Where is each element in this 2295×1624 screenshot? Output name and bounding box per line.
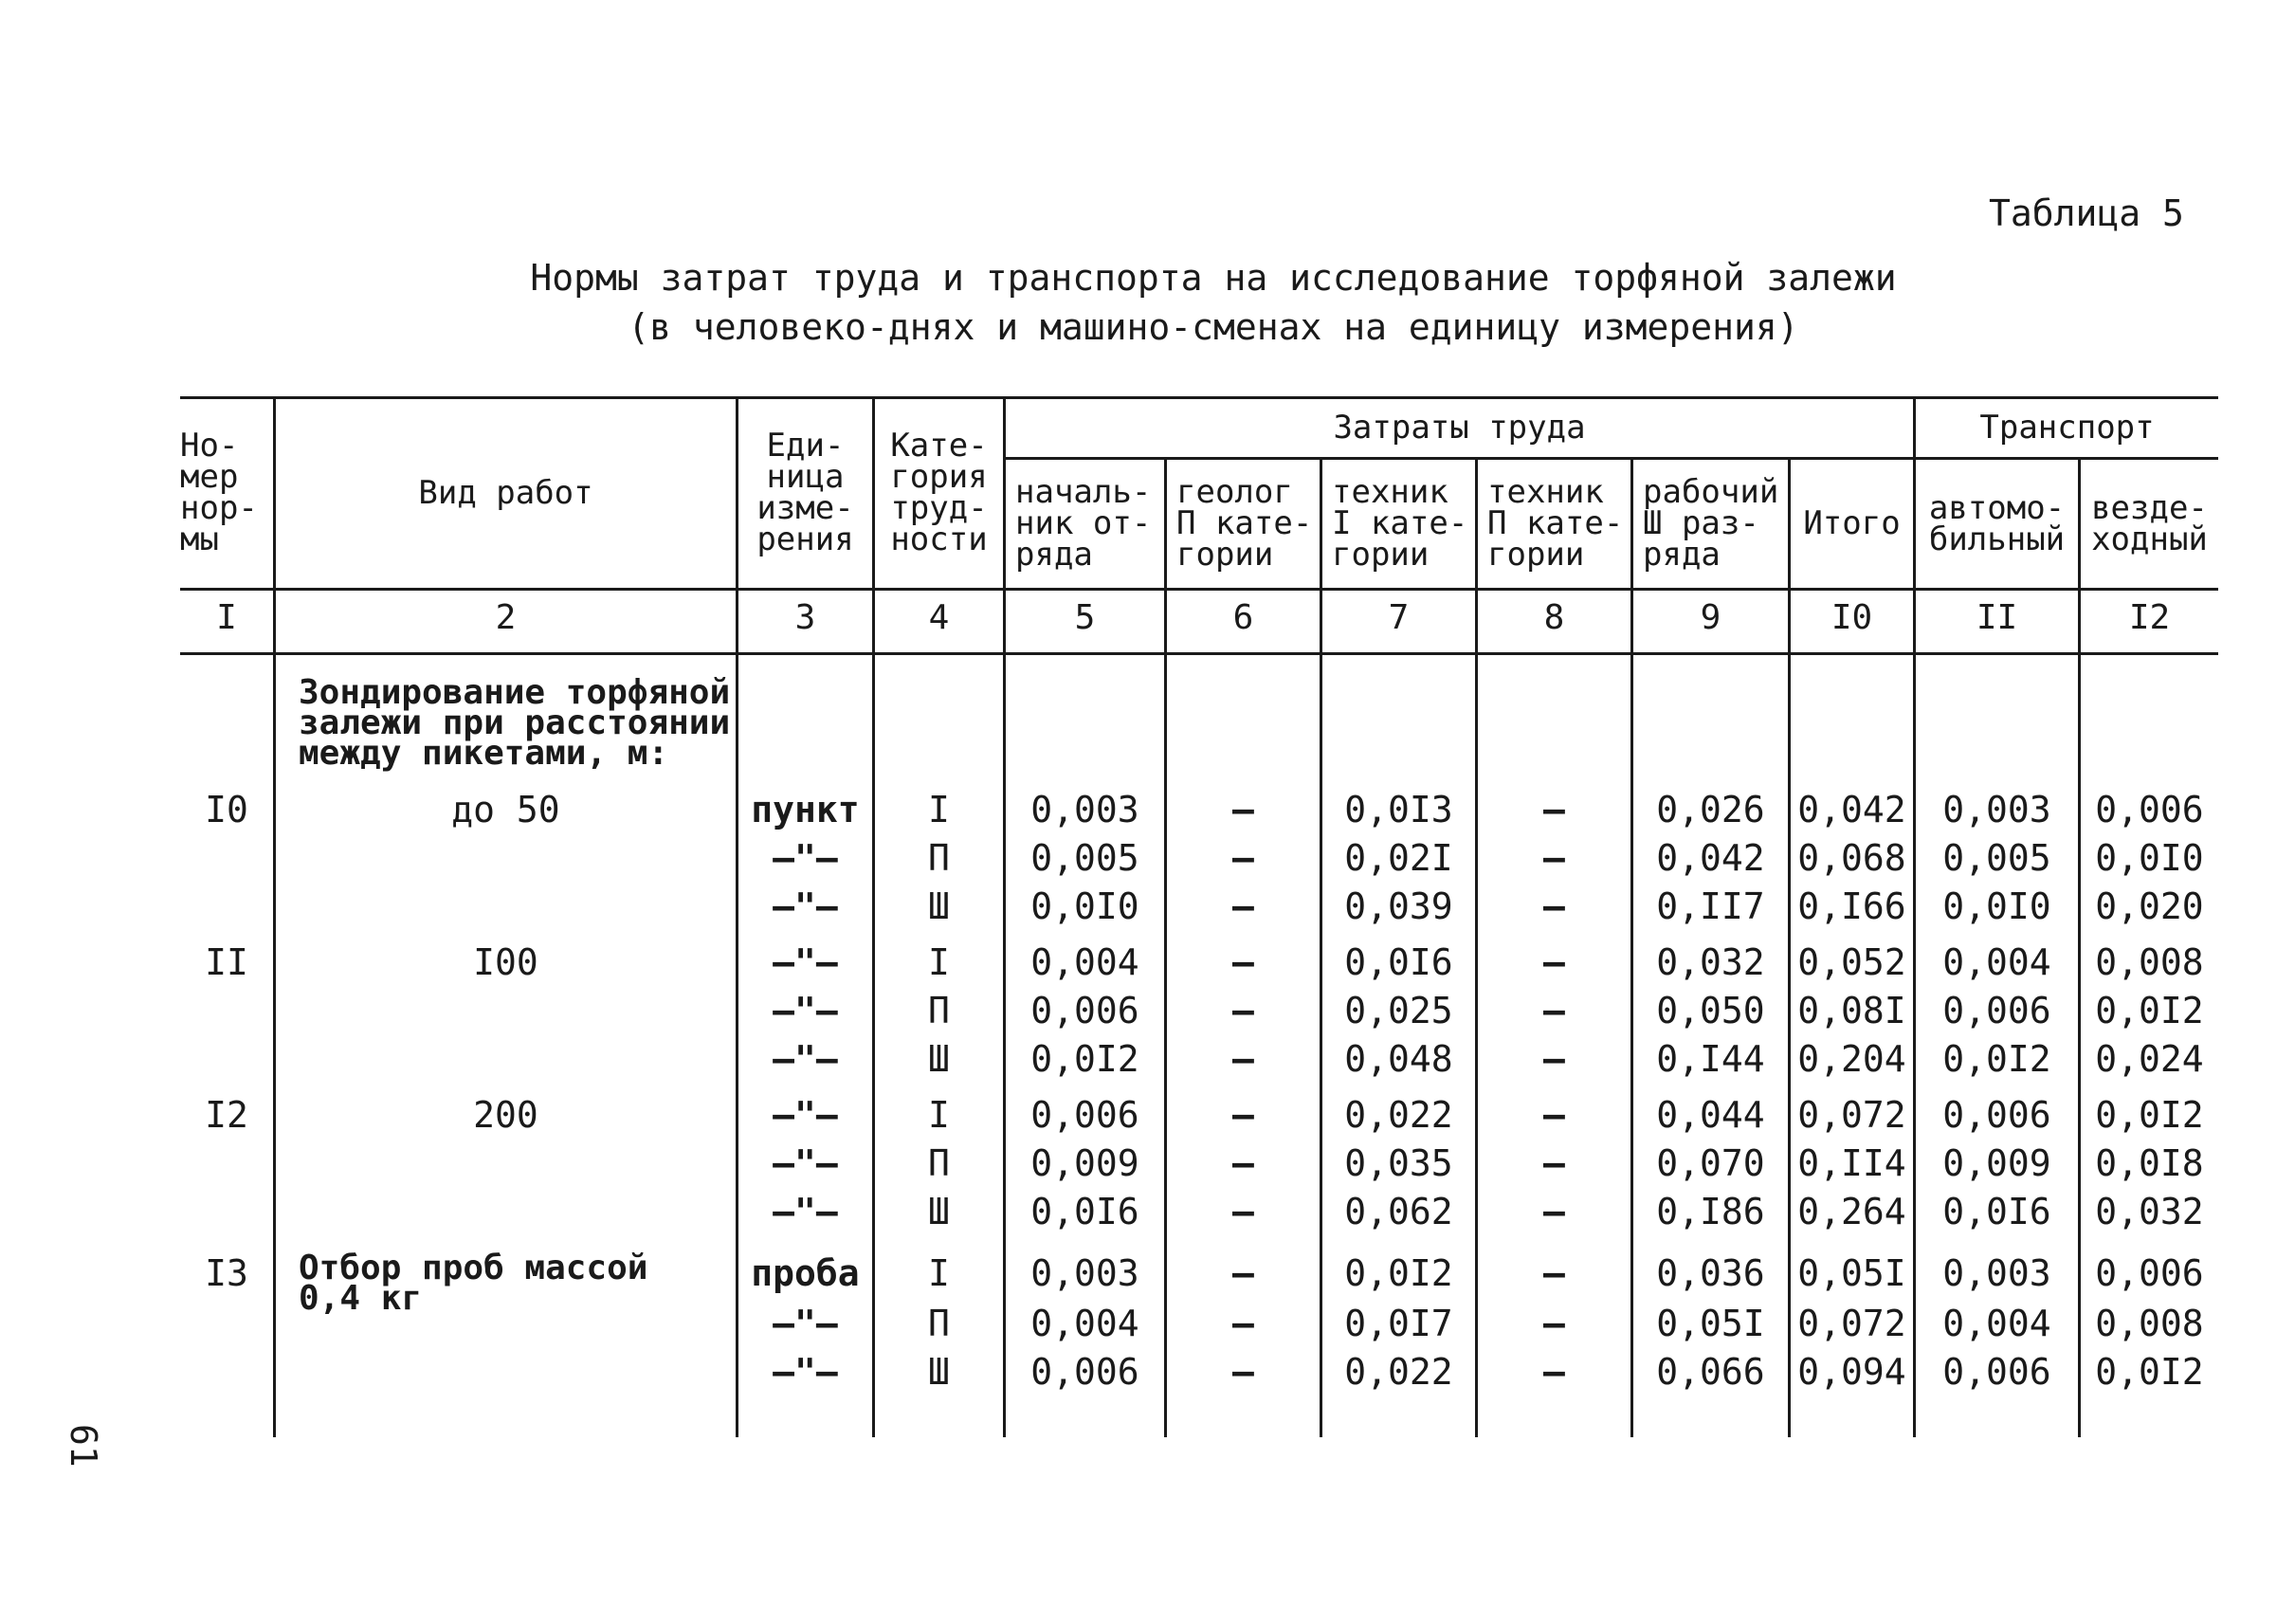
table-cell: I00 <box>473 941 538 983</box>
table-cell: 0,008 <box>2095 941 2204 983</box>
table-cell: 0,006 <box>1030 1094 1139 1136</box>
table-cell: 0,050 <box>1656 990 1765 1031</box>
column-number: I <box>216 598 237 637</box>
table-cell: I2 <box>205 1094 248 1136</box>
column-number: 6 <box>1232 598 1254 637</box>
table-cell: 0,I44 <box>1656 1038 1765 1080</box>
table-cell: 0,072 <box>1797 1094 1906 1136</box>
header-technician-1: техник I кате- гории <box>1332 473 1468 574</box>
table-cell: 0,006 <box>1942 1351 2051 1393</box>
column-number: 2 <box>495 598 517 637</box>
table-cell: 0,022 <box>1344 1351 1453 1393</box>
table-cell: 0,003 <box>1942 1252 2051 1294</box>
column-number: II <box>1976 598 2018 637</box>
table-cell: – <box>1543 1351 1565 1393</box>
header-norm-number: Но- мер нор- мы <box>180 427 258 558</box>
table-cell: 0,0I7 <box>1344 1303 1453 1344</box>
header-geologist: геолог П кате- гории <box>1176 473 1313 574</box>
table-cell: – <box>1232 789 1254 830</box>
header-labor-costs: Затраты труда <box>1333 408 1586 447</box>
table-cell: 0,070 <box>1656 1142 1765 1184</box>
table-cell: 0,042 <box>1656 837 1765 879</box>
table-cell: 0,008 <box>2095 1303 2204 1344</box>
section-sounding-description: Зондирование торфяной залежи при расстоянии между пикетами, м: <box>299 673 731 773</box>
table-cell: I <box>928 1094 950 1136</box>
table-cell: 0,039 <box>1344 885 1453 927</box>
table-cell: 0,004 <box>1030 941 1139 983</box>
table-cell: 0,035 <box>1344 1142 1453 1184</box>
table-cell: – <box>1232 990 1254 1031</box>
header-automobile: автомо- бильный <box>1928 488 2066 558</box>
table-cell: 0,05I <box>1797 1252 1906 1294</box>
table-cell: 0,0I8 <box>2095 1142 2204 1184</box>
table-cell: 0,006 <box>1030 1351 1139 1393</box>
table-cell: 0,009 <box>1942 1142 2051 1184</box>
header-head-of-unit: началь- ник от- ряда <box>1015 473 1152 574</box>
table-cell: – <box>1232 1142 1254 1184</box>
table-cell: 0,0I2 <box>2095 1094 2204 1136</box>
table-cell: 0,032 <box>1656 941 1765 983</box>
table-cell: П <box>928 837 950 879</box>
table-cell: 0,II4 <box>1797 1142 1906 1184</box>
table-cell: – <box>1543 837 1565 879</box>
table-cell: 0,003 <box>1942 789 2051 830</box>
table-cell: 0,003 <box>1030 789 1139 830</box>
table-cell: –"– <box>773 885 838 927</box>
table-cell: – <box>1543 1094 1565 1136</box>
table-cell: I <box>928 789 950 830</box>
table-cell: 0,052 <box>1797 941 1906 983</box>
table-cell: – <box>1232 1252 1254 1294</box>
table-cell: 0,II7 <box>1656 885 1765 927</box>
column-number: I0 <box>1831 598 1873 637</box>
table-cell: 0,048 <box>1344 1038 1453 1080</box>
table-cell: 0,068 <box>1797 837 1906 879</box>
table-cell: – <box>1232 837 1254 879</box>
column-number: 3 <box>794 598 816 637</box>
table-cell: – <box>1232 885 1254 927</box>
table-cell: 0,006 <box>2095 789 2204 830</box>
table-cell: I0 <box>205 789 248 830</box>
table-cell: 0,02I <box>1344 837 1453 879</box>
table-cell: 0,0I6 <box>1942 1191 2051 1232</box>
table-cell: 0,0I3 <box>1344 789 1453 830</box>
header-technician-2: техник П кате- гории <box>1487 473 1624 574</box>
table-cell: 0,024 <box>2095 1038 2204 1080</box>
table-cell: –"– <box>773 1303 838 1344</box>
table-cell: 0,08I <box>1797 990 1906 1031</box>
table-cell: 0,005 <box>1942 837 2051 879</box>
table-cell: 0,0I0 <box>1942 885 2051 927</box>
table-cell: Ш <box>928 1191 950 1232</box>
table-cell: пункт <box>751 789 860 830</box>
table-cell: 0,0I6 <box>1030 1191 1139 1232</box>
header-category: Кате- гория труд- ности <box>890 427 988 558</box>
table-cell: – <box>1543 1252 1565 1294</box>
table-cell: 0,I66 <box>1797 885 1906 927</box>
table-cell: –"– <box>773 990 838 1031</box>
table-cell: – <box>1232 1094 1254 1136</box>
table-cell: –"– <box>773 1142 838 1184</box>
table-cell: –"– <box>773 1094 838 1136</box>
table-cell: – <box>1232 1191 1254 1232</box>
table-cell: 0,066 <box>1656 1351 1765 1393</box>
table-cell: 0,006 <box>1942 1094 2051 1136</box>
table-cell: – <box>1543 1191 1565 1232</box>
column-number: 5 <box>1074 598 1096 637</box>
table-cell: – <box>1232 941 1254 983</box>
column-number: 7 <box>1388 598 1410 637</box>
table-cell: Ш <box>928 1351 950 1393</box>
table-title: Нормы затрат труда и транспорта на исследование торфяной залежи <box>530 257 1897 299</box>
table-cell: до 50 <box>451 789 560 830</box>
table-cell: –"– <box>773 837 838 879</box>
table-cell: 0,0I0 <box>1030 885 1139 927</box>
table-cell: I3 <box>205 1252 248 1294</box>
table-label: Таблица 5 <box>1989 192 2184 234</box>
table-cell: 0,072 <box>1797 1303 1906 1344</box>
column-number: 9 <box>1700 598 1721 637</box>
table-cell: 0,264 <box>1797 1191 1906 1232</box>
table-cell: I <box>928 1252 950 1294</box>
table-cell: 0,0I2 <box>2095 990 2204 1031</box>
table-cell: 0,004 <box>1942 941 2051 983</box>
table-cell: 0,204 <box>1797 1038 1906 1080</box>
table-cell: I <box>928 941 950 983</box>
table-cell: II <box>205 941 248 983</box>
header-transport: Транспорт <box>1979 408 2155 447</box>
table-cell: 0,004 <box>1030 1303 1139 1344</box>
table-cell: 0,032 <box>2095 1191 2204 1232</box>
table-cell: – <box>1543 1038 1565 1080</box>
table-cell: 0,042 <box>1797 789 1906 830</box>
table-cell: – <box>1232 1038 1254 1080</box>
table-cell: 0,026 <box>1656 789 1765 830</box>
table-subtitle: (в человеко-днях и машино-сменах на единицу измерения) <box>628 306 1799 348</box>
table-cell: 0,05I <box>1656 1303 1765 1344</box>
table-cell: Ш <box>928 1038 950 1080</box>
table-cell: П <box>928 1303 950 1344</box>
header-total: Итого <box>1803 504 1901 542</box>
table-cell: 0,006 <box>1942 990 2051 1031</box>
table-cell: – <box>1232 1351 1254 1393</box>
table-cell: –"– <box>773 1351 838 1393</box>
table-cell: –"– <box>773 1191 838 1232</box>
table-cell: – <box>1543 1303 1565 1344</box>
table-cell: Ш <box>928 885 950 927</box>
header-unit: Еди- ница изме- рения <box>756 427 854 558</box>
table-cell: 0,0I2 <box>1344 1252 1453 1294</box>
table-cell: 0,005 <box>1030 837 1139 879</box>
table-cell: 0,I86 <box>1656 1191 1765 1232</box>
table-cell: – <box>1543 1142 1565 1184</box>
table-cell: –"– <box>773 1038 838 1080</box>
header-all-terrain: везде- ходный <box>2091 488 2208 558</box>
table-cell: 0,025 <box>1344 990 1453 1031</box>
table-cell: 0,004 <box>1942 1303 2051 1344</box>
table-cell: 0,044 <box>1656 1094 1765 1136</box>
table-cell: – <box>1543 789 1565 830</box>
table-cell: 0,094 <box>1797 1351 1906 1393</box>
page-number: 61 <box>63 1424 104 1468</box>
column-number: I2 <box>2128 598 2171 637</box>
table-cell: проба <box>751 1252 860 1294</box>
table-cell: 0,022 <box>1344 1094 1453 1136</box>
table-cell: 0,006 <box>1030 990 1139 1031</box>
table-cell: 0,003 <box>1030 1252 1139 1294</box>
table-cell: 0,006 <box>2095 1252 2204 1294</box>
table-cell: 0,0I6 <box>1344 941 1453 983</box>
table-cell: 0,0I2 <box>1030 1038 1139 1080</box>
table-cell: 0,020 <box>2095 885 2204 927</box>
table-cell: – <box>1543 885 1565 927</box>
table-cell: 200 <box>473 1094 538 1136</box>
header-worker: рабочий Ш раз- ряда <box>1643 473 1779 574</box>
table-cell: – <box>1232 1303 1254 1344</box>
table-cell: 0,036 <box>1656 1252 1765 1294</box>
table-cell: 0,009 <box>1030 1142 1139 1184</box>
table-cell: 0,062 <box>1344 1191 1453 1232</box>
table-cell: – <box>1543 941 1565 983</box>
table-cell: 0,0I0 <box>2095 837 2204 879</box>
table-cell: П <box>928 1142 950 1184</box>
section-sampling-description: Отбор проб массой 0,4 кг <box>299 1249 648 1318</box>
header-work-type: Вид работ <box>418 473 593 512</box>
table-cell: 0,0I2 <box>2095 1351 2204 1393</box>
column-number: 8 <box>1543 598 1565 637</box>
table-cell: П <box>928 990 950 1031</box>
table-cell: – <box>1543 990 1565 1031</box>
table-cell: –"– <box>773 941 838 983</box>
table-cell: 0,0I2 <box>1942 1038 2051 1080</box>
column-number: 4 <box>928 598 950 637</box>
